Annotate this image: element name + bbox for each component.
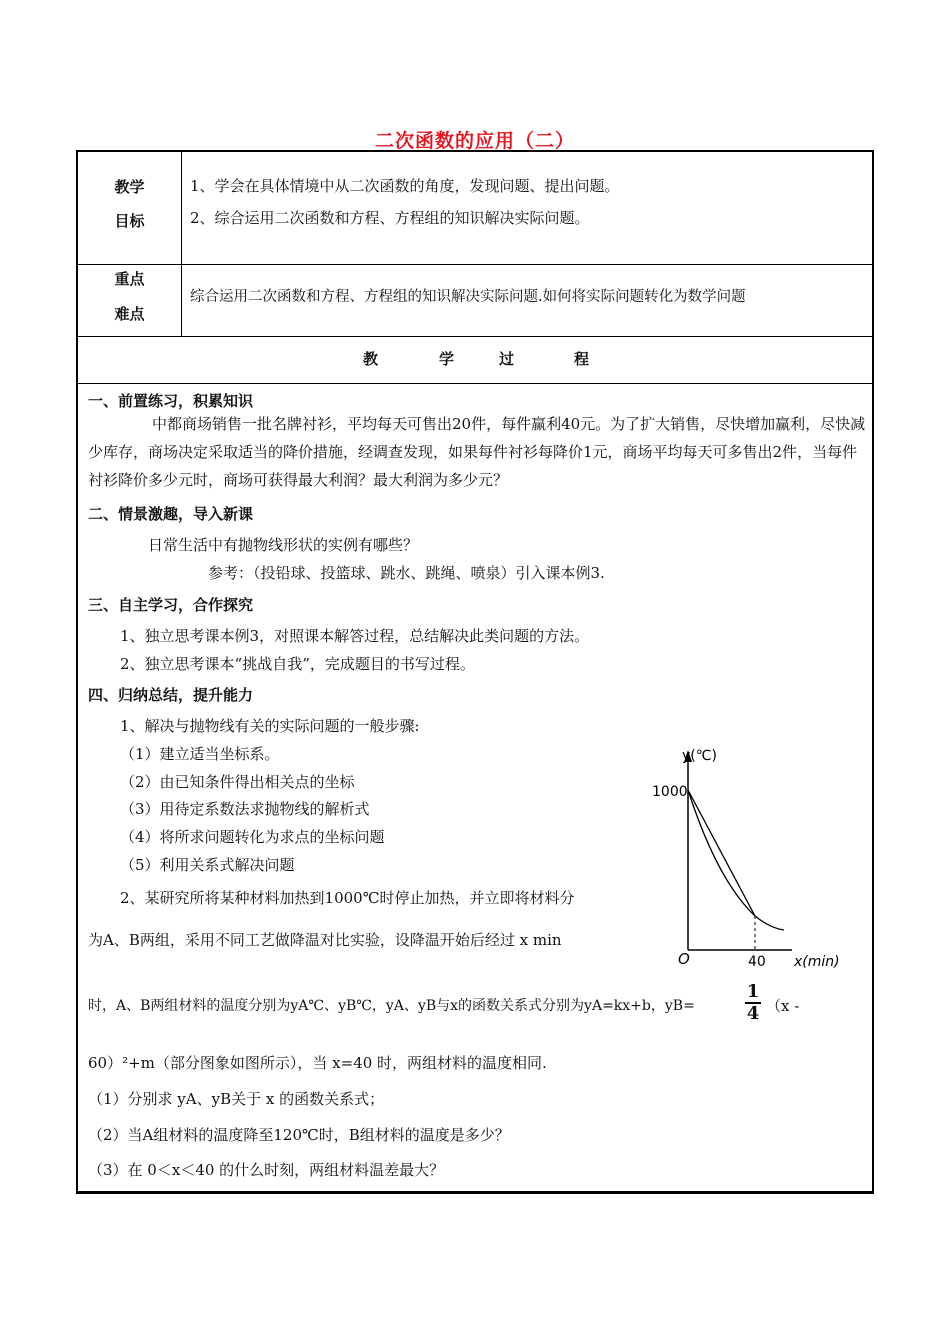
- process-char-4: 程: [574, 350, 590, 368]
- section3-heading: 三、自主学习，合作探究: [88, 596, 254, 614]
- keypoints-label: 重点 难点: [78, 265, 182, 336]
- section2-question: 日常生活中有抛物线形状的实例有哪些？: [148, 536, 419, 554]
- question-1: （1）分别求 yA、yB关于 x 的函数关系式；: [88, 1090, 385, 1108]
- y-axis-label: y(℃): [682, 748, 717, 764]
- problem-line-4: 60）²+m（部分图象如图所示），当 x=40 时，两组材料的温度相同.: [88, 1054, 547, 1072]
- problem-line-3b: （x -: [766, 997, 800, 1015]
- problem-line-1: 2、某研究所将某种材料加热到1000℃时停止加热，并立即将材料分: [120, 889, 575, 907]
- keypoints-text: 综合运用二次函数和方程、方程组的知识解决实际问题.如何将实际问题转化为数学问题: [190, 289, 746, 305]
- section4-heading: 四、归纳总结，提升能力: [88, 686, 254, 704]
- process-char-3: 过: [499, 350, 515, 368]
- keypoints-row: [78, 265, 872, 337]
- page-title: 二次函数的应用（二）: [374, 130, 575, 152]
- process-header: [78, 337, 872, 384]
- question-2: （2）当A组材料的温度降至120℃时，B组材料的温度是多少？: [88, 1126, 510, 1144]
- goals-row: [78, 152, 872, 265]
- section4-intro: 1、解决与抛物线有关的实际问题的一般步骤:: [120, 717, 420, 735]
- section2-heading: 二、情景激趣，导入新课: [88, 505, 254, 523]
- section3-item-1: 1、独立思考课本例3，对照课本解答过程，总结解决此类问题的方法。: [120, 627, 590, 645]
- step-3: （3）用待定系数法求抛物线的解析式: [120, 800, 370, 818]
- section1-heading: 一、前置练习，积累知识: [88, 392, 254, 410]
- step-1: （1）建立适当坐标系。: [120, 745, 280, 763]
- problem-line-2: 为A、B两组，采用不同工艺做降温对比实验，设降温开始后经过 x min: [88, 931, 562, 949]
- fraction-numerator: 1: [746, 981, 760, 1002]
- goals-label: 教学 目标: [78, 152, 182, 264]
- step-2: （2）由已知条件得出相关点的坐标: [120, 773, 355, 791]
- section1-text: 中都商场销售一批名牌衬衫，平均每天可售出20件，每件赢利40元。为了扩大销售，尽快增加赢利，尽快减少库存，商场决定采取适当的降价措施，经调查发现，如果每件衬衫每降价1元，商场平均每天可多售出2件，当每件衬衫降价多少元时，商场可获得最大利润？最大利润为多少元？: [88, 415, 866, 489]
- lesson-table: [76, 150, 874, 1194]
- process-char-2: 学: [439, 350, 455, 368]
- fraction: [745, 982, 761, 1024]
- x-axis-label: x(min): [794, 954, 840, 970]
- parabola-b: [688, 790, 784, 930]
- origin-label: O: [678, 950, 690, 968]
- goal-item-2: 2、综合运用二次函数和方程、方程组的知识解决实际问题。: [190, 209, 590, 227]
- section3-item-2: 2、独立思考课本“挑战自我”，完成题目的书写过程。: [120, 655, 475, 673]
- temperature-graph: [642, 740, 852, 980]
- section2-reference: 参考：（投铅球、投篮球、跳水、跳绳、喷泉）引入课本例3.: [208, 564, 605, 582]
- y-tick-label: 1000: [652, 784, 688, 800]
- step-4: （4）将所求问题转化为求点的坐标问题: [120, 828, 385, 846]
- question-3: （3）在 0＜x＜40 的什么时刻，两组材料温差最大？: [88, 1161, 445, 1179]
- fraction-denominator: 4: [746, 1003, 760, 1024]
- step-5: （5）利用关系式解决问题: [120, 856, 295, 874]
- process-char-1: 教: [363, 350, 379, 368]
- process-body: [78, 384, 872, 1192]
- x-tick-label: 40: [748, 954, 766, 970]
- goal-item-1: 1、学会在具体情境中从二次函数的角度，发现问题、提出问题。: [190, 177, 620, 195]
- problem-line-3: 时，A、B两组材料的温度分别为yA℃、yB℃，yA、yB与x的函数关系式分别为yA=kx+b，yB=: [88, 998, 695, 1014]
- line-a: [688, 790, 755, 916]
